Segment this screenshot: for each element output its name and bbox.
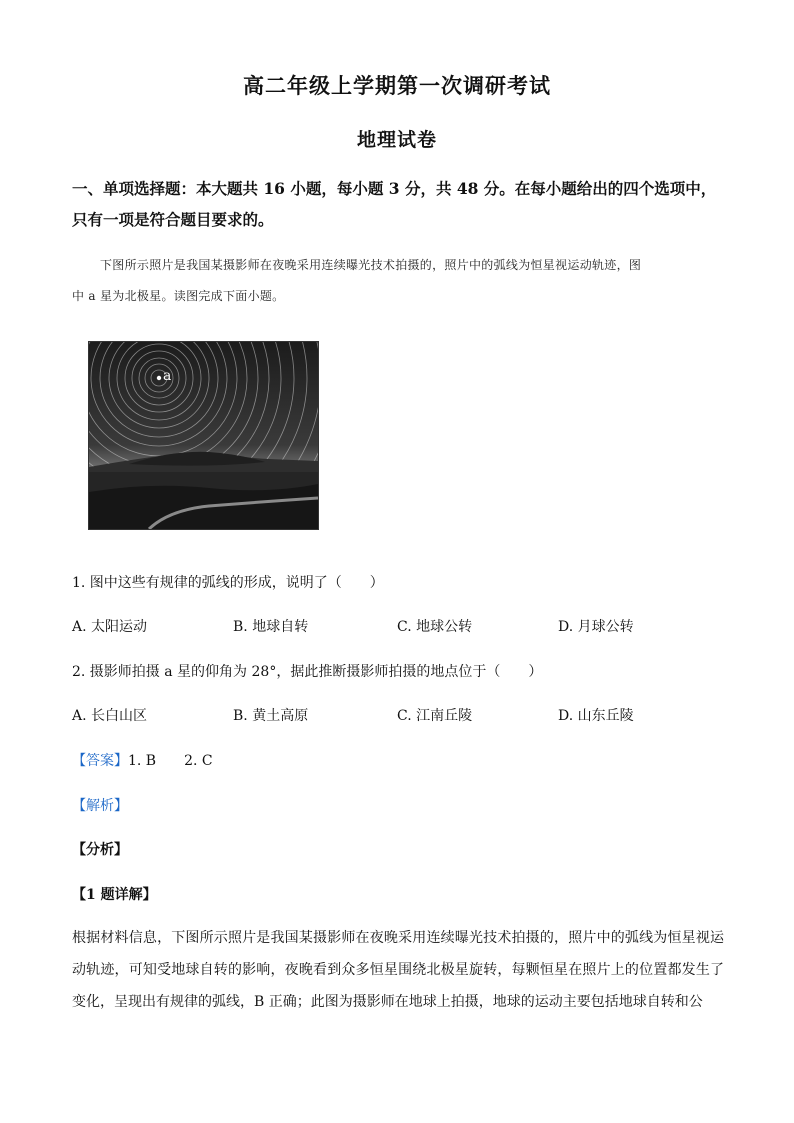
question-1-option-d: D. 月球公转 <box>558 619 634 635</box>
question-2-option-c: C. 江南丘陵 <box>397 708 473 724</box>
question-2-option-b: B. 黄土高原 <box>233 708 309 724</box>
page-title: 高二年级上学期第一次调研考试 <box>243 73 551 98</box>
detail-label: 【1 题详解】 <box>72 887 157 903</box>
fenxi-label: 【分析】 <box>72 842 128 858</box>
analysis-label: 【解析】 <box>72 798 128 814</box>
question-2-option-d: D. 山东丘陵 <box>558 708 634 724</box>
star-trail-photo <box>88 341 319 530</box>
polaris-star <box>157 376 161 380</box>
star-a-label: a <box>163 368 172 384</box>
material-text-line-1: 下图所示照片是我国某摄影师在夜晚采用连续曝光技术拍摄的，照片中的弧线为恒星视运动轨迹，图 <box>100 258 642 272</box>
question-1-option-b: B. 地球自转 <box>233 619 309 635</box>
material-text-line-2: 中 a 星为北极星。读图完成下面小题。 <box>72 289 285 303</box>
detail-paragraph: 根据材料信息，下图所示照片是我国某摄影师在夜晚采用连续曝光技术拍摄的，照片中的弧线为恒星视运动轨迹，可知受地球自转的影响，夜晚看到众多恒星围绕北极星旋转，每颗恒星在照片上的位置都发生了变化，呈现出有规律的弧线，B 正确；此图为摄影师在地球上拍摄，地球的运动主要包括地球自转和公 <box>72 930 724 1010</box>
section-heading-line-2: 只有一项是符合题目要求的。 <box>72 210 274 229</box>
answer-line <box>72 750 213 770</box>
question-1-stem: 1. 图中这些有规律的弧线的形成，说明了（ ） <box>72 575 384 591</box>
page-subtitle: 地理试卷 <box>356 129 437 151</box>
answer-value: 1. B 2. C <box>128 753 213 769</box>
question-2-option-a: A. 长白山区 <box>72 708 148 724</box>
question-2-stem: 2. 摄影师拍摄 a 星的仰角为 28°，据此推断摄影师拍摄的地点位于（ ） <box>72 664 543 680</box>
answer-label: 【答案】 <box>72 753 128 769</box>
section-heading-line-1: 一、单项选择题：本大题共 16 小题，每小题 3 分，共 48 分。在每小题给出的四个选项中， <box>72 179 717 198</box>
question-1-option-a: A. 太阳运动 <box>72 619 148 635</box>
star-trail-graphic <box>89 342 318 529</box>
question-1-option-c: C. 地球公转 <box>397 619 473 635</box>
